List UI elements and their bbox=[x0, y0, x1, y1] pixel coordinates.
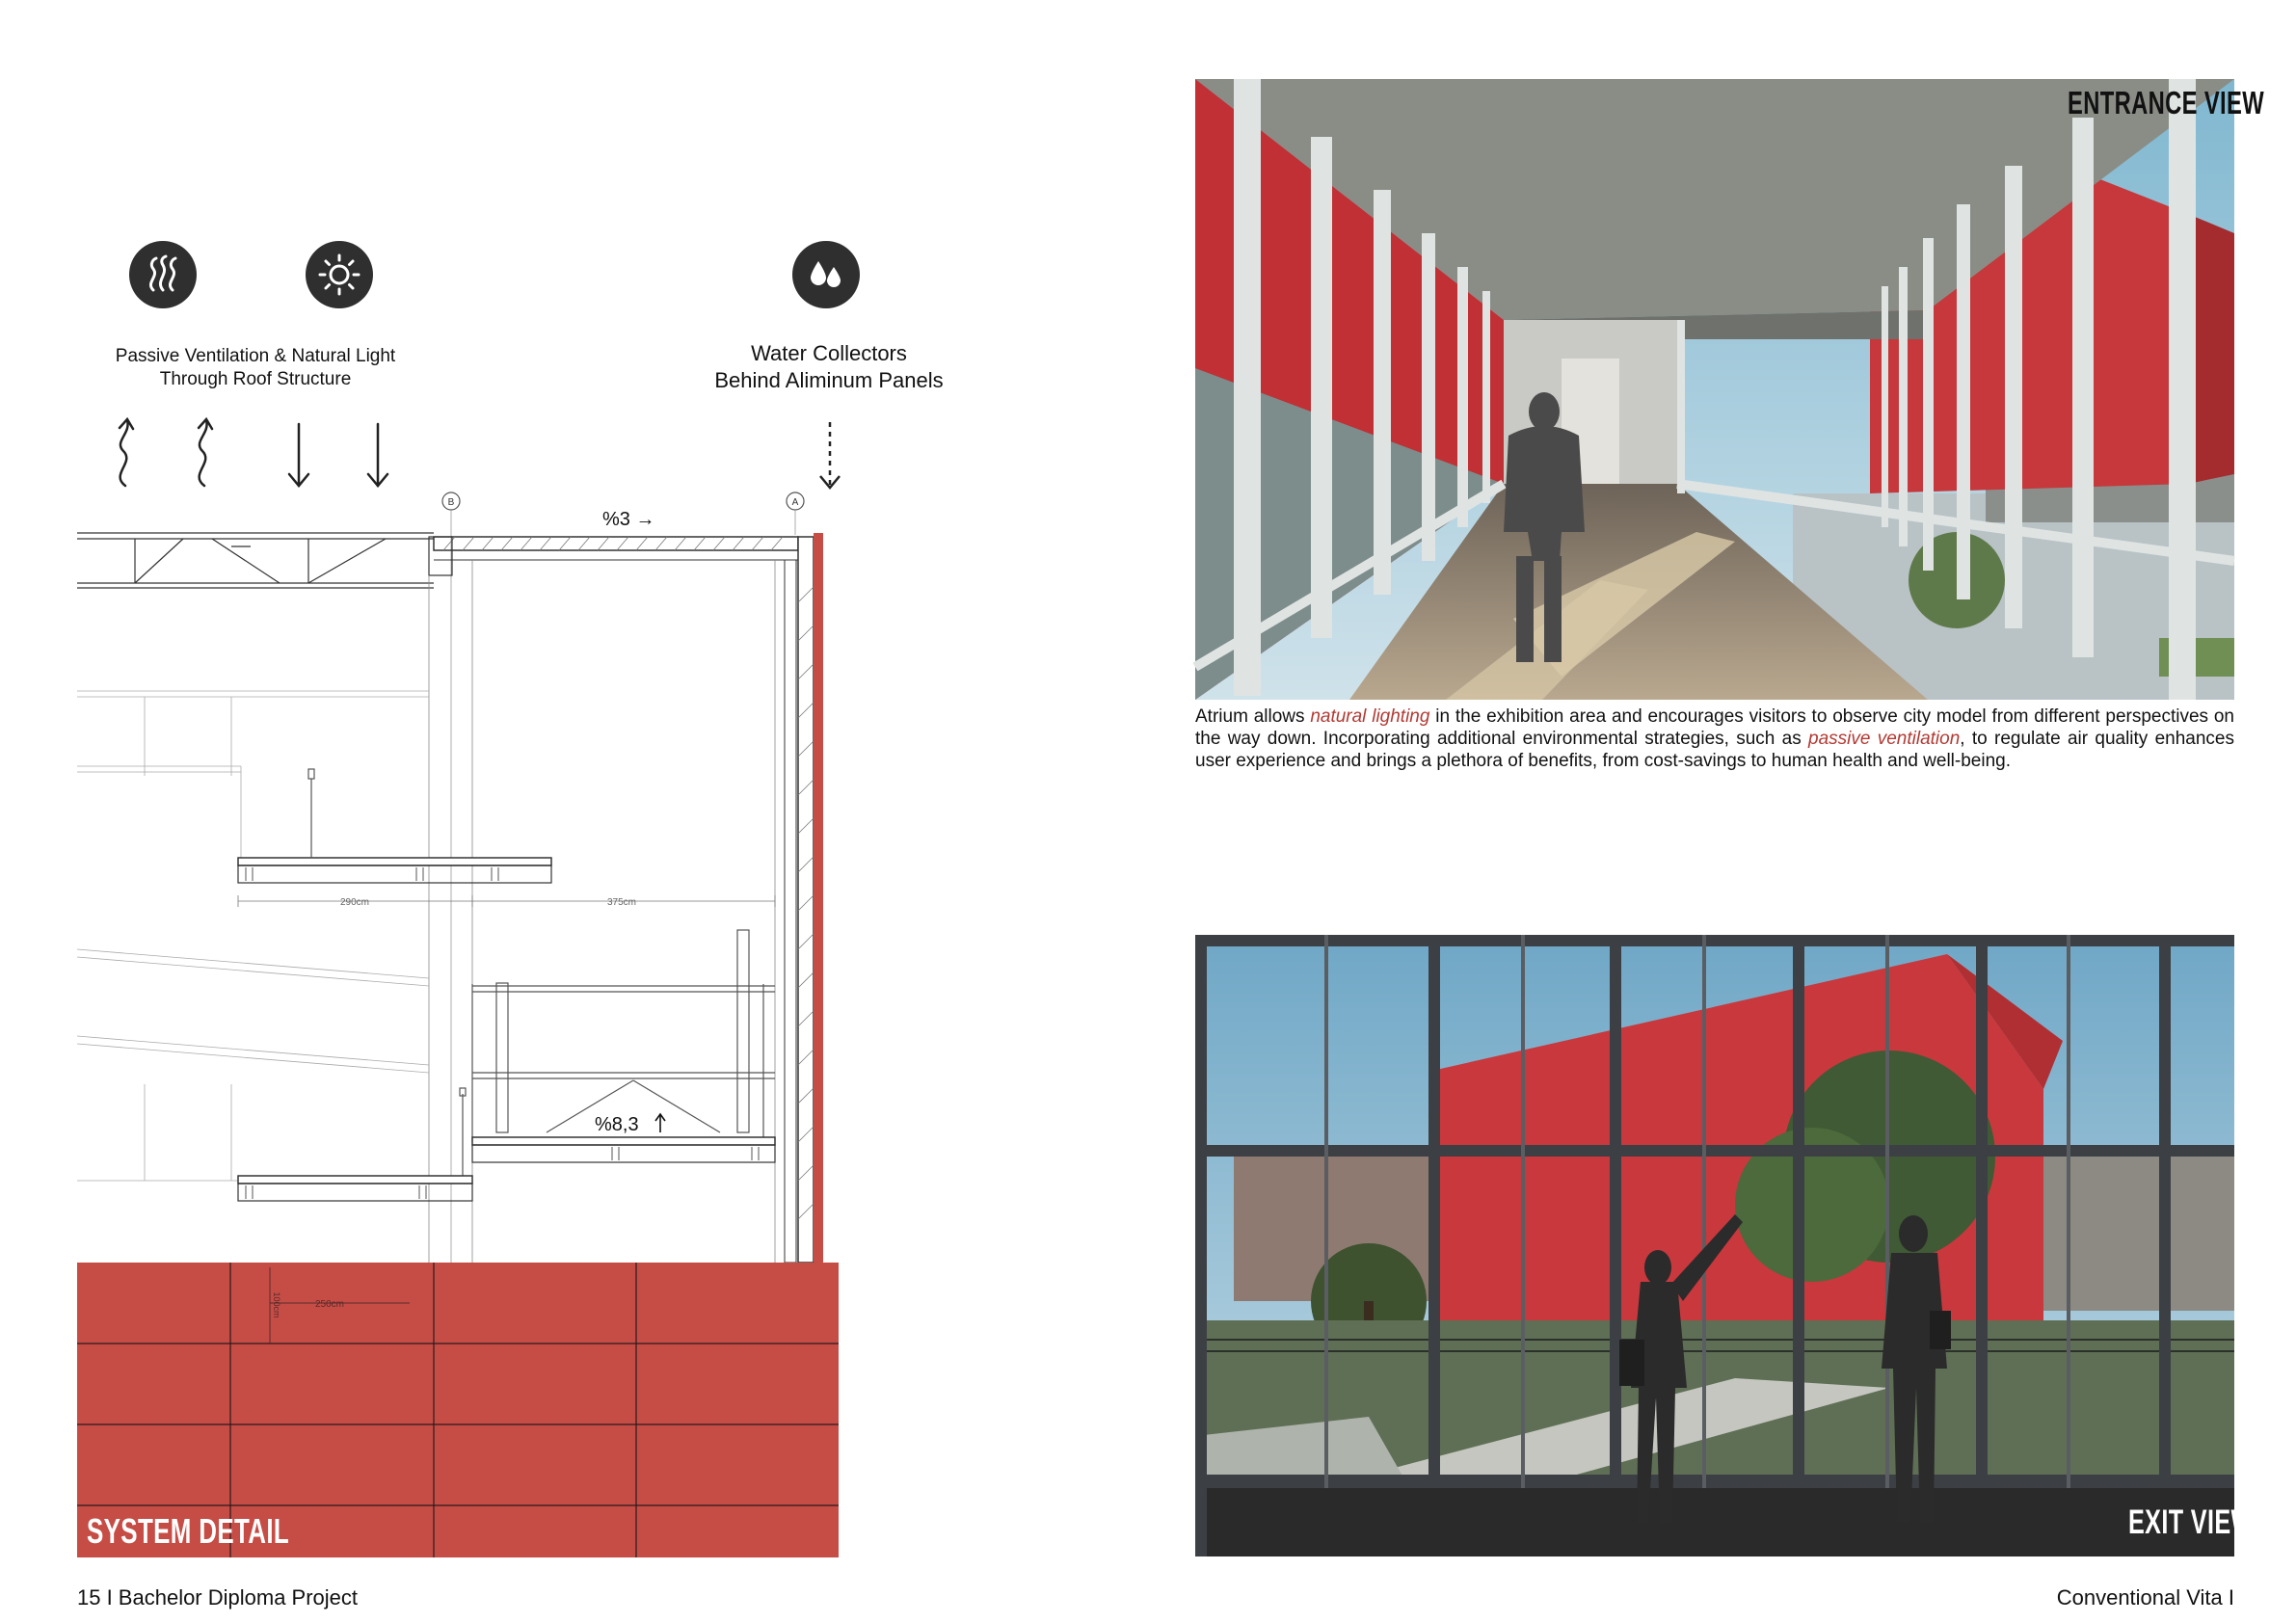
exit-view-illustration bbox=[1195, 935, 2234, 1556]
airflow-arrows bbox=[96, 414, 424, 492]
footer-left: 15 I Bachelor Diploma Project bbox=[77, 1585, 359, 1610]
paragraph-text-2: in the exhibition area and encourages visitors to observe city model from different perspectives on the way down. Incorporating additional environmental strategies, such as bbox=[1195, 706, 2234, 749]
paragraph-text-1: Atrium allows bbox=[1195, 706, 1311, 727]
water-down-arrow bbox=[815, 420, 844, 493]
section-drawing bbox=[77, 487, 839, 1263]
water-caption-line1: Water Collectors bbox=[751, 341, 907, 365]
ramp-slope-text: %8,3 bbox=[595, 1114, 639, 1135]
entrance-view-illustration bbox=[1195, 79, 2234, 700]
system-detail-panel bbox=[77, 1263, 839, 1557]
water-drops-icon bbox=[792, 241, 860, 308]
paragraph-text-3: , to regulate air quality enhances user experience and brings a plethora of benefits, from cost-savings to human health and well-being. bbox=[1195, 729, 2234, 771]
grid-marker-b-text: B bbox=[447, 497, 455, 508]
sun-icon bbox=[306, 241, 373, 308]
ventilation-caption-line1: Passive Ventilation & Natural Light bbox=[115, 346, 396, 366]
grid-marker-a bbox=[787, 492, 804, 510]
entrance-view-image bbox=[1195, 79, 2265, 700]
roof-truss bbox=[77, 533, 434, 588]
system-detail-label: SYSTEM DETAIL bbox=[87, 1511, 290, 1551]
entrance-view-label: ENTRANCE VIEW bbox=[2068, 85, 2265, 120]
exit-view-label: EXIT VIEW bbox=[2128, 1503, 2255, 1541]
dimension-375: 375cm bbox=[606, 897, 637, 908]
grid-marker-a-text: A bbox=[791, 497, 799, 508]
water-caption bbox=[684, 340, 974, 393]
exit-view-image bbox=[1195, 935, 2255, 1556]
airflow-icon bbox=[129, 241, 197, 308]
roof-slope-text: %3 → bbox=[602, 509, 655, 530]
passive-ventilation-emphasis: passive ventilation bbox=[1808, 729, 1961, 749]
ventilation-caption-line2: Through Roof Structure bbox=[159, 368, 352, 389]
ventilation-caption bbox=[87, 345, 424, 391]
water-caption-line2: Behind Aliminum Panels bbox=[714, 367, 944, 392]
description-paragraph bbox=[1195, 705, 2234, 772]
dimension-250: 250cm bbox=[314, 1299, 345, 1310]
natural-lighting-emphasis: natural lighting bbox=[1310, 706, 1430, 727]
grid-marker-b bbox=[442, 492, 460, 510]
dimension-100: 100cm bbox=[272, 1291, 281, 1318]
dimension-290: 290cm bbox=[339, 897, 370, 908]
footer-right: Conventional Vita I bbox=[2056, 1585, 2234, 1610]
